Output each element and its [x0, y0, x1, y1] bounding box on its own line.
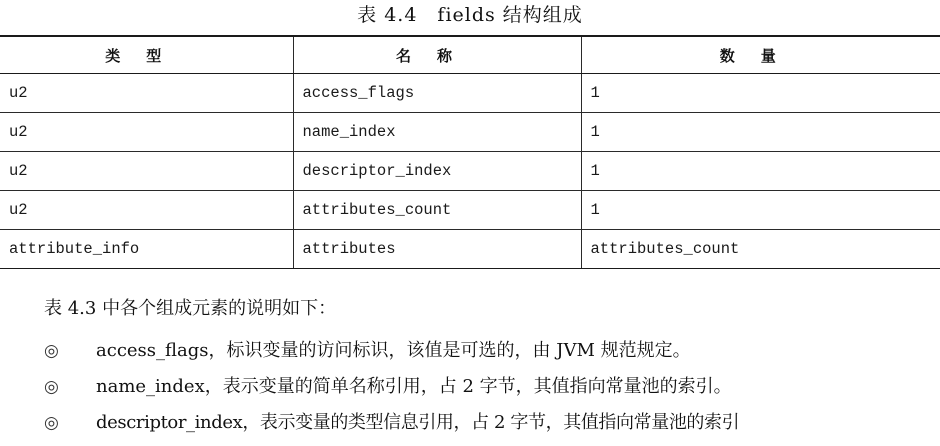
- table-caption: 表 4.4 fields 结构组成: [357, 4, 583, 26]
- field-description-list: [0, 338, 940, 446]
- double-circle-bullet-icon: ◎: [44, 341, 59, 361]
- cell-name: name_index: [293, 113, 581, 152]
- cell-count: 1: [581, 74, 940, 113]
- cell-count: 1: [581, 191, 940, 230]
- table-header-row: [0, 36, 940, 74]
- table-row: [0, 191, 940, 230]
- cell-type: attribute_info: [0, 230, 293, 269]
- table-row: [0, 152, 940, 191]
- list-item: [0, 410, 940, 446]
- cell-count: 1: [581, 152, 940, 191]
- list-item-text: descriptor_index，表示变量的类型信息引用，占 2 字节，其值指向常量池的索引: [96, 412, 740, 433]
- table-row: [0, 113, 940, 152]
- list-item-text: access_flags，标识变量的访问标识，该值是可选的，由 JVM 规范规定。: [96, 340, 691, 361]
- table-row: [0, 74, 940, 113]
- cell-type: u2: [0, 191, 293, 230]
- cell-count: 1: [581, 113, 940, 152]
- header-type: 类型: [0, 36, 293, 74]
- header-count: 数量: [581, 36, 940, 74]
- list-item: [0, 338, 940, 374]
- header-name: 名称: [293, 36, 581, 74]
- cell-name: attributes_count: [293, 191, 581, 230]
- double-circle-bullet-icon: ◎: [44, 413, 59, 433]
- list-item-text: name_index，表示变量的简单名称引用，占 2 字节，其值指向常量池的索引。: [96, 376, 732, 397]
- cell-type: u2: [0, 74, 293, 113]
- cell-name: attributes: [293, 230, 581, 269]
- intro-paragraph: 表 4.3 中各个组成元素的说明如下：: [44, 298, 337, 319]
- list-item: [0, 374, 940, 410]
- cell-name: descriptor_index: [293, 152, 581, 191]
- cell-type: u2: [0, 113, 293, 152]
- double-circle-bullet-icon: ◎: [44, 377, 59, 397]
- cell-name: access_flags: [293, 74, 581, 113]
- cell-count: attributes_count: [581, 230, 940, 269]
- cell-type: u2: [0, 152, 293, 191]
- table-row: [0, 230, 940, 269]
- fields-structure-table: [0, 35, 940, 269]
